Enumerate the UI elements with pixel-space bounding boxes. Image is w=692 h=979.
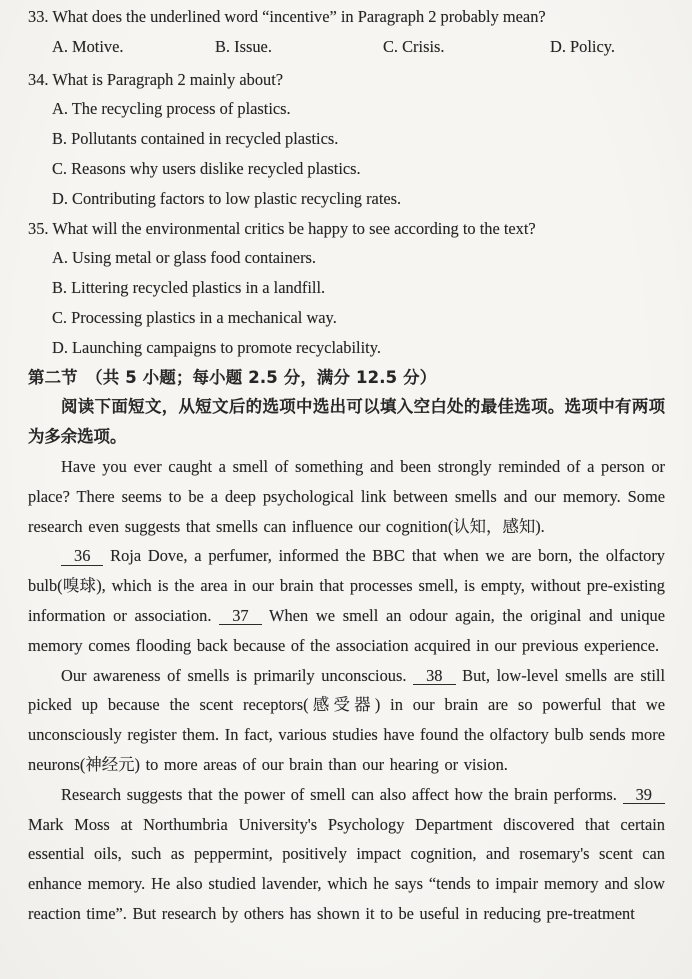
cloze-passage [28,452,665,929]
question-34-text: What is Paragraph 2 mainly about? [52,69,284,89]
option-35-d: D. Launching campaigns to promote recyclability. [52,337,381,357]
option-34-d: D. Contributing factors to low plastic recycling rates. [52,188,402,208]
option-33-c: C. Crisis. [383,36,445,56]
option-33-b: B. Issue. [215,36,272,56]
question-33-text: What does the underlined word “incentive” in Paragraph 2 probably mean? [52,7,546,26]
question-33-number: 33. [28,7,49,26]
question-34-number: 34. [28,69,49,89]
option-35-b: B. Littering recycled plastics in a landfill. [52,278,326,298]
option-35-a: A. Using metal or glass food containers. [52,248,317,268]
passage-paragraph-2: 36 Roja Dove, a perfumer, informed the BBC that when we are born, the olfactory bulb(嗅球), which is the area in our brain that processes smell, is empty, without pre-existing information or association. 37 When we smell an odour again, the original and unique memory comes flooding back because of the association acquired in our previous experience. [28,546,665,655]
question-34-stem [28,65,665,95]
option-33-d: D. Policy. [550,36,615,56]
cloze-blank-38: 38 [413,667,455,685]
option-33-a: A. Motive. [52,36,124,56]
section-2-heading: 第二节 （共 5 小题；每小题 2.5 分，满分 12.5 分） [28,367,437,387]
passage-paragraph-4: Research suggests that the power of smell can also affect how the brain performs. 39 Mark Moss at Northumbria University's Psychology Department discovered that certain essential oils, such as peppermint, positively impact cognition, and rosemary's scent can enhance memory. He also studied lavender, which he says “tends to impair memory and slow reaction time”. But research by others has shown it to be useful in reducing pre-treatment [28,784,665,923]
passage-paragraph-3: Our awareness of smells is primarily unconscious. 38 But, low-level smells are still picked up because the scent receptors(感受器) in our brain are so powerful that we unconsciously register them. In fact, various studies have found the olfactory bulb sends more neurons(神经元) to more areas of our brain than our hearing or vision. [28,665,666,774]
question-35-number: 35. [28,218,49,238]
option-34-a: A. The recycling process of plastics. [52,99,291,119]
question-34 [28,65,665,214]
option-34-c: C. Reasons why users dislike recycled plastics. [52,158,361,178]
section-2-instructions: 阅读下面短文，从短文后的选项中选出可以填入空白处的最佳选项。选项中有两项为多余选项。 [28,397,665,447]
cloze-blank-39: 39 [623,786,665,804]
option-34-b: B. Pollutants contained in recycled plastics. [52,129,339,149]
question-33-stem [28,2,665,32]
question-35 [28,214,665,363]
question-35-text: What will the environmental critics be happy to see according to the text? [52,218,536,238]
cloze-blank-37: 37 [219,607,261,625]
passage-paragraph-1: Have you ever caught a smell of something and been strongly reminded of a person or place? There seems to be a deep psychological link between smells and our memory. Some research even suggests that smells can influence our cognition(认知，感知). [28,456,665,536]
question-35-stem [28,214,665,244]
question-33 [28,2,665,62]
option-35-c: C. Processing plastics in a mechanical way. [52,307,337,327]
cloze-blank-36: 36 [61,547,103,565]
question-33-options [28,32,665,62]
